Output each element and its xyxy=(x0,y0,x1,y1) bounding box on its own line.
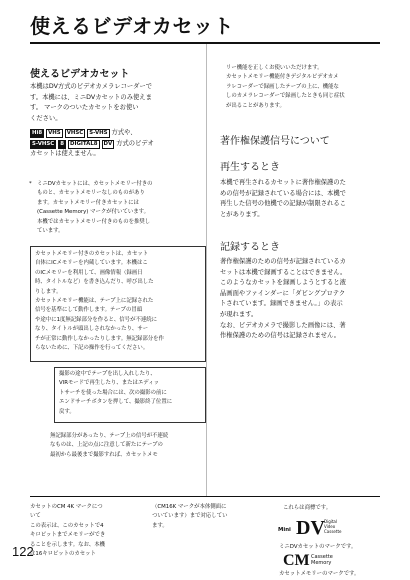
cm16k-note xyxy=(152,503,264,531)
svhsc-logo: S-VHSC xyxy=(32,140,55,147)
section-heading-cassettes: 使えるビデオカセット xyxy=(30,69,130,80)
note-line: (Cassette Memory) マークが付いています。 xyxy=(37,209,149,216)
cont-line: ラレコーダーで録画したテープの上に、機能な xyxy=(226,83,339,90)
after-line: なものは、上記の点に注意して新たにテープの xyxy=(50,442,163,449)
box-line: らないために、下記の操作を行ってください。 xyxy=(35,345,149,352)
note-line: ています。 xyxy=(37,228,64,235)
recording-line: 晶画面やファインダーに「ダビングプロテク xyxy=(220,289,346,297)
recording-paragraph xyxy=(220,257,388,342)
box-line: なり、タイトルが頭出しされなかったり、サー xyxy=(35,326,149,333)
video8-logo: 8 xyxy=(60,140,65,147)
operation-line: 撮影の途中でテープを出し入れしたり、 xyxy=(59,371,156,377)
cont-line: が出ることがあります。 xyxy=(226,102,285,109)
vhsc-logo: VHSC xyxy=(66,130,84,136)
playback-line: 再生した信号の他機での記録が制限されるこ xyxy=(220,200,346,208)
operation-line: 戻す。 xyxy=(59,408,75,415)
box-line: 信号を基準にして動作します。テープの冒頭 xyxy=(35,307,143,314)
page-number: 122 xyxy=(12,544,34,559)
note-line: ミニDVカセットには、カセットメモリー付きの xyxy=(37,181,153,187)
minidv-sub-line: Digital xyxy=(324,519,337,524)
after-line: 最初から最後まで撮影すれば、カセットメモ xyxy=(50,451,158,458)
cm-logo-mark: CM xyxy=(283,552,310,569)
note-line: ます。カセットメモリー付きカセットには xyxy=(37,199,139,206)
operation-box xyxy=(54,367,206,423)
cm16k-line: （CM16K マークが本体側面に xyxy=(152,504,227,510)
intro-paragraph xyxy=(30,82,202,124)
recording-line: が現れます。 xyxy=(220,310,258,318)
continued-note xyxy=(226,64,386,111)
note-line: ものと、カセットメモリーなしのものがあり xyxy=(37,190,145,197)
operation-line: エンドサーチボタンを押して、撮影終了位置に xyxy=(59,399,173,406)
trademark-heading: これらは商標です。 xyxy=(283,505,332,511)
section-heading-recording: 記録するとき xyxy=(220,242,280,253)
cont-line: リー機能を正しくお使いいただけます。 xyxy=(226,65,323,71)
cm4k-line: この表示は、このカセットで4 xyxy=(30,522,104,529)
intro-line: す。本機には、ミニDVカセットのみ使えま xyxy=(30,93,152,101)
dv-logo: DV xyxy=(103,140,113,147)
cm16k-line: ます。 xyxy=(152,522,168,529)
cont-line: カセットメモリー機能付きデジタルビデオカメ xyxy=(226,74,339,81)
minidv-logo xyxy=(278,517,388,541)
minidv-sub-line: Cassette xyxy=(324,529,342,534)
after-note xyxy=(50,432,202,460)
column-divider xyxy=(206,44,207,496)
cm4k-line: ることを示します。なお、本機 xyxy=(30,541,106,548)
cm-caption: カセットメモリーのマークです。 xyxy=(279,571,360,577)
cont-line: しのカメラレコーダーで録画したときも同じ症状 xyxy=(226,93,345,100)
formats-suffix: 方式や、 xyxy=(111,129,137,136)
playback-line: とがあります。 xyxy=(220,210,264,218)
playback-line: 本機で再生されるカセットに著作権保護のた xyxy=(220,179,346,186)
operation-line: VIRモードで再生したり、またはエディッ xyxy=(59,380,160,387)
title-rule xyxy=(30,42,380,44)
playback-line: めの信号が記録されている場合には、本機で xyxy=(220,189,346,197)
recording-line: このようなカセットを録画しようとすると液 xyxy=(220,279,346,287)
minidv-caption: ミニDVカセットのマークです。 xyxy=(279,544,357,550)
intro-line: 本機はDV方式のビデオカメラレコーダーで xyxy=(30,83,153,90)
recording-line: 著作権保護のための信号が記録されているカ xyxy=(220,258,346,265)
recording-line: セットは本機で録画することはできません。 xyxy=(220,268,347,276)
box-line: 自体にICメモリーを内蔵しています。本機はこ xyxy=(35,260,148,267)
minidv-sub-line: Video xyxy=(324,524,336,529)
hi8-logo: Hi8 xyxy=(32,130,43,136)
formats-suffix: 方式のビデオ xyxy=(116,139,154,147)
box-line: 時、タイトルなど）を書き込んだり、呼び出した xyxy=(35,279,154,286)
intro-line: す。 マークのついたカセットをお使い xyxy=(30,104,139,112)
box-line: や途中に1度無記録部分を作ると、信号が不連続に xyxy=(35,316,158,323)
intro-line: ください。 xyxy=(30,114,62,122)
cm4k-line: いて xyxy=(30,513,41,520)
recording-line: なお、ビデオカメラで撮影した画像には、著 xyxy=(220,321,346,329)
cm-sub-line: Cassette xyxy=(311,554,333,560)
minidv-logo-mini: Mini xyxy=(278,527,291,533)
cm4k-line: キロビットまでメモリーができ xyxy=(30,532,106,539)
cm-sub-line: Memory xyxy=(311,560,332,566)
box-line: カセットメモリー機能は、テープ上に記録された xyxy=(35,298,154,305)
recording-line: 作権保護のための信号は記録されません。 xyxy=(220,332,341,340)
cassette-memory-box xyxy=(30,246,206,362)
formats-text: カセットは使えません。 xyxy=(30,150,100,158)
recording-line: トされています。録画できません。」の表示 xyxy=(220,300,343,308)
cassette-memory-note xyxy=(30,180,204,236)
format-logos-row xyxy=(30,139,204,150)
format-logos-row xyxy=(30,128,204,139)
svhs-logo: S-VHS xyxy=(89,130,108,136)
section-heading-copyright: 著作権保護信号について xyxy=(220,136,330,147)
digital8-logo: DIGITAL8 xyxy=(70,140,98,147)
after-line: 無記録部分があったり、テープ上の信号が不連続 xyxy=(50,433,169,439)
operation-line: トサーチを使った場合には、次の撮影の前に xyxy=(59,389,167,396)
vhs-logo: VHS xyxy=(48,130,61,136)
section-heading-playback: 再生するとき xyxy=(220,162,280,173)
box-line: のICメモリーを利用して、画像情報（録画日 xyxy=(35,269,143,276)
cm-logo-sub xyxy=(311,554,333,566)
note-asterisk: * xyxy=(29,181,32,187)
playback-paragraph xyxy=(220,178,388,220)
cm4k-note xyxy=(30,503,140,559)
footer-rule xyxy=(30,496,380,497)
unsupported-formats xyxy=(30,128,204,160)
box-line: チが正常に動作しなかったりします。無記録部分を作 xyxy=(35,335,164,342)
page-title: 使えるビデオカセット xyxy=(30,14,234,38)
cm16k-line: ついています）まで対応してい xyxy=(152,513,228,520)
minidv-logo-mark: DV xyxy=(296,517,325,539)
cm4k-line: カセットのCM 4K マークにつ xyxy=(30,504,103,510)
box-line: カセットメモリー付きのカセットは、カセット xyxy=(35,251,149,257)
box-line: りします。 xyxy=(35,288,62,295)
minidv-logo-sub xyxy=(324,519,341,534)
cm4k-line: は16キロビットのカセット xyxy=(30,551,96,558)
note-line: 本機ではカセットメモリー付きのものを推奨し xyxy=(37,218,151,225)
